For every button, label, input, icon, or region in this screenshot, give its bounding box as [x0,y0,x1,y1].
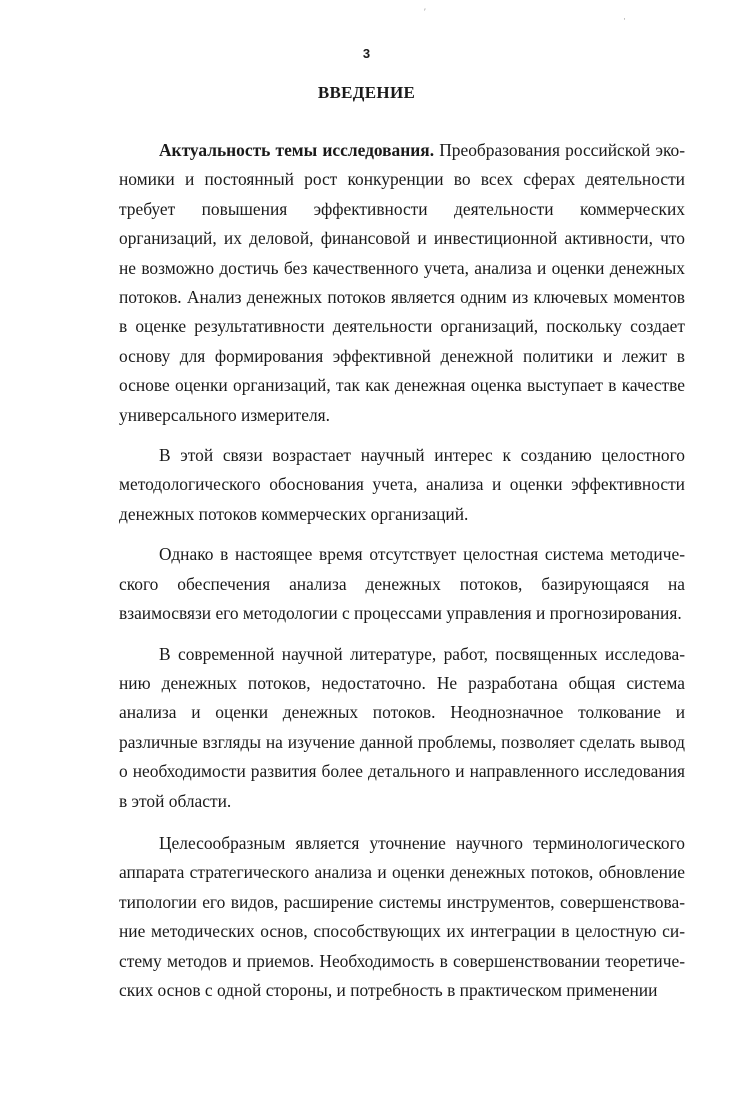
paragraph-text: Преобразования российской экономики и постоянный рост конкуренции во всех сферах деятельности требует повышения эффективности деятельности коммерческих организаций, их деловой, финансовой и инвестиционной активности, что не возможно достичь без качественного учета, анализа и оценки денежных потоков. Анализ денежных потоков является одним из ключевых моментов в оценке результативности деятельности организаций, поскольку создает основу для формирования эффективной денежной политики и лежит в основе оценки организаций, так как денежная оценка выступает в качестве универсального измерителя. [119,140,686,425]
paragraph: В этой связи возрастает научный интерес к созданию целостного методологического обоснования учета, анализа и оценки эффективности денежных потоков коммерческих организаций. [119,445,685,524]
paragraph: В современной научной литературе, работ, посвященных исследованию денежных потоков, недостаточно. Не разработана общая система анализа и оценки денежных потоков. Неоднозначное толкование и различные взгляды на изучение данной проблемы, позволяет сделать вывод о необходимости развития более детального и направленного исследования в этой области. [119,643,685,811]
document-body [119,136,685,1005]
paragraph-lead-heading: Актуальность темы исследования. [159,140,435,160]
page-number: 3 [362,46,371,61]
paragraph-relevance [119,136,685,430]
scan-speck-mark: · [623,14,626,24]
paragraph: Однако в настоящее время отсутствует целостная система методического обеспечения анализа денежных потоков, базирующаяся на взаимосвязи его методологии с процессами управления и прогнозирования. [119,544,685,624]
paragraph: Целесообразным является уточнение научного терминологического аппарата стратегического анализа и оценки денежных потоков, обновление типологии его видов, расширение системы инструментов, совершенствование методических основ, способствующих их интеграции в целостную систему методов и приемов. Необходимость в совершенствовании теоретических основ с одной стороны, и потребность в практическом применении [119,832,685,1000]
scan-speck-mark: ′ [424,7,426,17]
page-title: ВВЕДЕНИЕ [317,83,416,102]
